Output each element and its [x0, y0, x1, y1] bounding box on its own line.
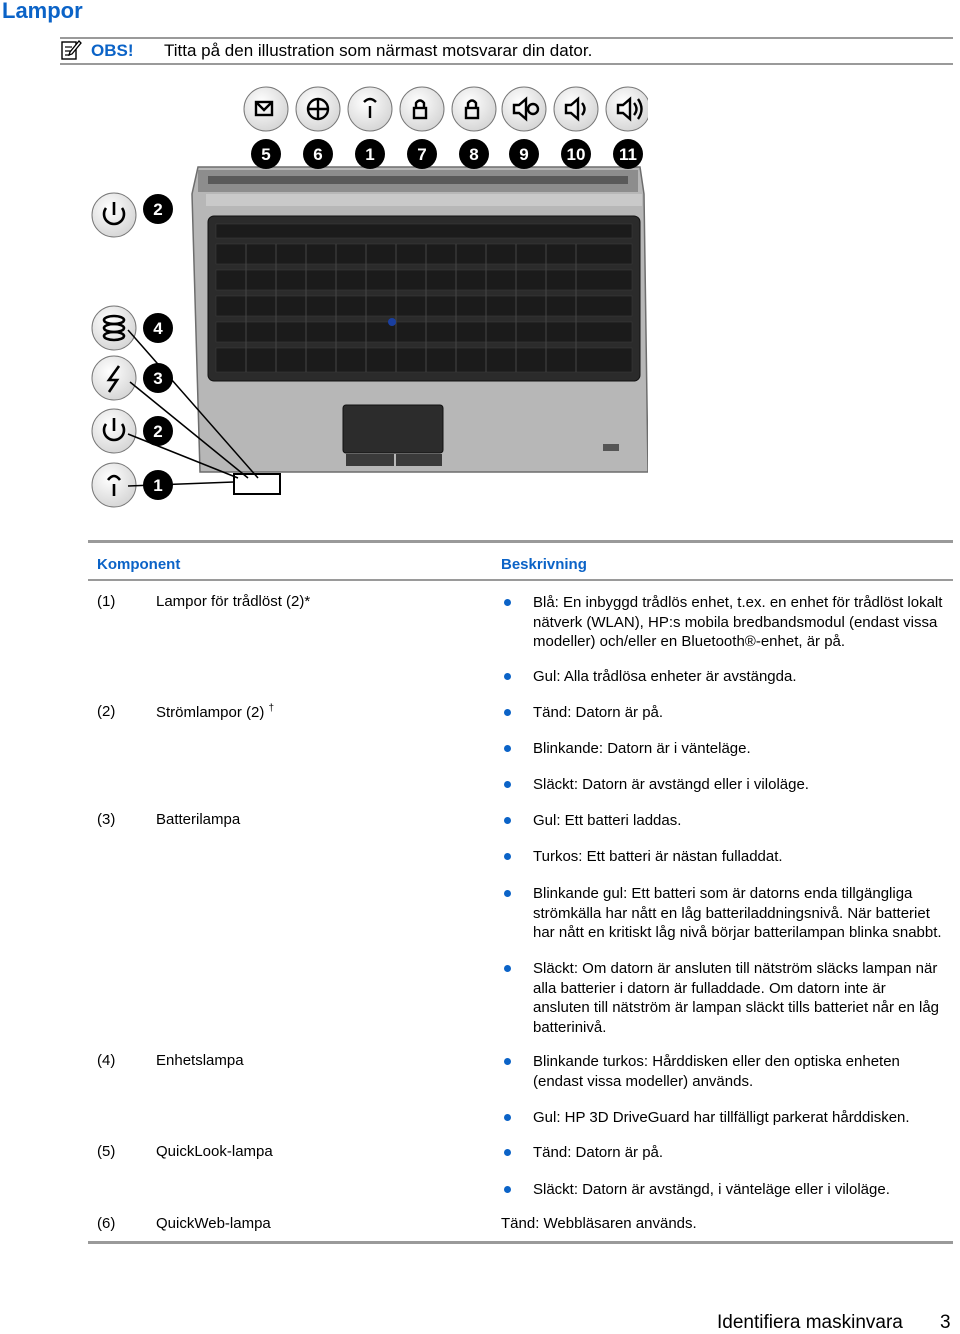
column-header-component: Komponent: [97, 556, 181, 573]
description-bullet: Gul: HP 3D DriveGuard har tillfälligt parkerat hårddisken.: [533, 1108, 943, 1128]
callout-6: 6: [313, 145, 323, 164]
callout-1-side: 1: [153, 476, 163, 495]
row-component: Lampor för trådlöst (2)*: [156, 593, 311, 610]
description-bullet: Blå: En inbyggd trådlös enhet, t.ex. en enhet för trådlöst lokalt nätverk (WLAN), HP:s mobila bredbandsmodul (endast vissa modeller) och/eller en Bluetooth®-enhet, är på.: [533, 594, 943, 650]
description-bullet: Släckt: Datorn är avstängd eller i viloläge.: [533, 775, 943, 795]
callout-10: 10: [566, 145, 586, 164]
callout-2-side: 2: [153, 422, 163, 441]
footer-section-title: Identifiera maskinvara: [717, 1312, 903, 1333]
row-component: [156, 703, 274, 721]
description-bullet: Gul: Alla trådlösa enheter är avstängda.: [533, 667, 943, 687]
table-bottom-rule: [88, 1241, 953, 1244]
description-bullet: Blinkande gul: Ett batteri som är datorns enda tillgängliga strömkälla har nått en låg batteriladdningsnivå. När batteriet har nått en kritiskt låg nivå börjar batterilampan blinka snabbt.: [533, 885, 942, 941]
callout-4: 4: [153, 319, 163, 338]
row-number: (4): [97, 1052, 116, 1069]
callout-5: 5: [261, 145, 271, 164]
page-title: Lampor: [2, 0, 83, 23]
laptop-illustration: [88, 82, 648, 510]
page-number: 3: [940, 1312, 951, 1333]
table-header: [88, 540, 953, 581]
callout-3: 3: [153, 369, 163, 388]
callout-2-top: 2: [153, 200, 163, 219]
callout-9: 9: [519, 145, 529, 164]
description-bullet: Tänd: Datorn är på.: [533, 1143, 943, 1163]
top-icon-row: [244, 87, 648, 131]
note-box: [60, 37, 953, 65]
row-component: QuickLook-lampa: [156, 1143, 273, 1160]
description-bullet: Släckt: Datorn är avstängd, i vänteläge eller i viloläge.: [533, 1180, 943, 1200]
description-bullet: Släckt: Om datorn är ansluten till nätström släcks lampan när alla batterier i datorn är fulladdade. Om datorn inte är ansluten till nätström är lampan släckt tills batteriet når en låg batterinivå.: [533, 959, 943, 1037]
description-bullet: Tänd: Datorn är på.: [533, 703, 943, 723]
row-component-text: Strömlampor (2): [156, 704, 265, 721]
description-bullet: Blinkande: Datorn är i vänteläge.: [533, 739, 943, 759]
row-description: Tänd: Webbläsaren används.: [501, 1215, 697, 1232]
row-number: (5): [97, 1143, 116, 1160]
row-component: Enhetslampa: [156, 1052, 244, 1069]
column-header-description: Beskrivning: [501, 556, 587, 573]
description-bullet: Blinkande turkos: Hårddisken eller den optiska enheten (endast vissa modeller) används.: [533, 1052, 943, 1091]
keyboard-keys: [216, 224, 632, 372]
note-label: OBS!: [91, 41, 134, 60]
laptop-base: [192, 167, 648, 494]
callout-8: 8: [469, 145, 479, 164]
row-number: (1): [97, 593, 116, 610]
row-number: (6): [97, 1215, 116, 1232]
note-icon: [60, 39, 82, 61]
note-text: Titta på den illustration som närmast motsvarar din dator.: [164, 41, 593, 60]
row-component: Batterilampa: [156, 811, 241, 828]
description-bullet: Turkos: Ett batteri är nästan fulladdat.: [533, 847, 943, 867]
row-component: QuickWeb-lampa: [156, 1215, 271, 1232]
description-bullet: Gul: Ett batteri laddas.: [533, 811, 943, 831]
callout-11: 11: [619, 145, 637, 164]
callout-7: 7: [417, 145, 427, 164]
dagger-mark: †: [268, 703, 275, 714]
callout-1: 1: [365, 145, 375, 164]
row-number: (2): [97, 703, 116, 720]
row-number: (3): [97, 811, 116, 828]
